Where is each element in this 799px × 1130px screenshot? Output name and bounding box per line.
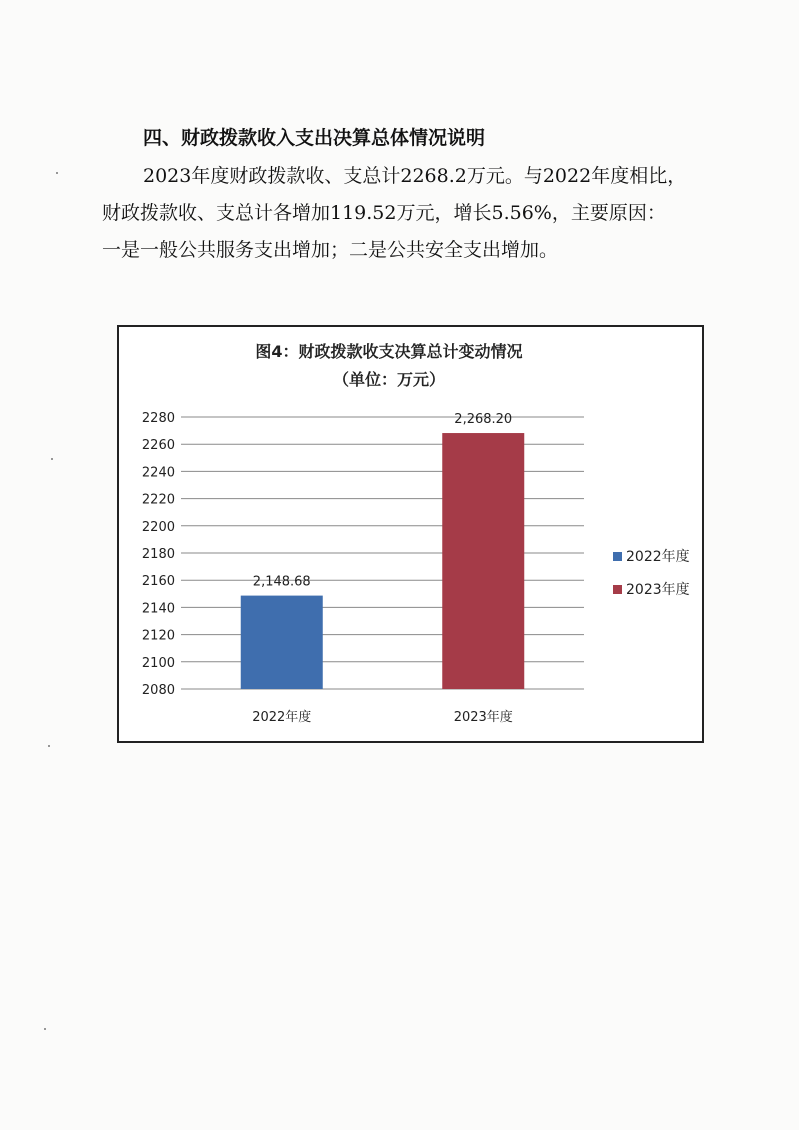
bar xyxy=(241,596,323,689)
scan-speck xyxy=(44,1028,46,1030)
y-tick-label: 2240 xyxy=(141,465,175,481)
y-tick-label: 2160 xyxy=(141,574,175,590)
y-tick-label: 2180 xyxy=(141,547,175,562)
x-tick-label: 2023年度 xyxy=(453,710,513,725)
y-tick-label: 2280 xyxy=(141,411,175,426)
legend-label: 2023年度 xyxy=(626,582,690,598)
scan-speck xyxy=(48,745,50,747)
paragraph-line: 2023年度财政拨款收、支总计2268.2万元。与2022年度相比， xyxy=(143,165,687,187)
y-tick-label: 2260 xyxy=(141,438,175,454)
y-tick-label: 2120 xyxy=(141,628,175,644)
legend-swatch xyxy=(613,585,622,594)
y-tick-label: 2100 xyxy=(141,655,175,671)
section-heading: 四、财政拨款收入支出决算总体情况说明 xyxy=(143,127,486,149)
y-tick-label: 2140 xyxy=(141,601,175,617)
y-tick-label: 2080 xyxy=(141,683,175,698)
paragraph-line: 一是一般公共服务支出增加；二是公共安全支出增加。 xyxy=(102,239,559,261)
legend-swatch xyxy=(613,552,622,561)
chart-title: 图4：财政拨款收支决算总计变动情况 xyxy=(255,342,523,361)
bar xyxy=(442,433,524,689)
data-label: 2,148.68 xyxy=(252,574,311,590)
data-label: 2,268.20 xyxy=(454,412,513,428)
chart-frame xyxy=(117,325,704,743)
x-tick-label: 2022年度 xyxy=(252,710,312,725)
scan-speck xyxy=(51,458,53,460)
y-tick-label: 2200 xyxy=(141,519,175,535)
y-tick-label: 2220 xyxy=(141,492,175,508)
bar-chart xyxy=(119,327,702,741)
legend-label: 2022年度 xyxy=(626,549,690,565)
chart-subtitle: （单位：万元） xyxy=(332,370,446,389)
summary-paragraph xyxy=(102,158,722,269)
scan-speck xyxy=(56,172,58,174)
paragraph-line: 财政拨款收、支总计各增加119.52万元，增长5.56%，主要原因： xyxy=(102,202,666,224)
